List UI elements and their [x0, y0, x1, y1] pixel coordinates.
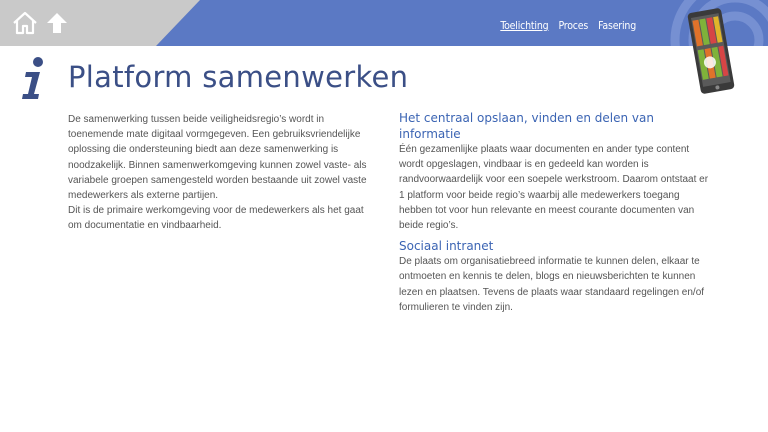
- intro-column: [68, 112, 368, 234]
- details-column: [399, 110, 709, 315]
- home-icon: [12, 10, 38, 36]
- nav-link-fasering[interactable]: Fasering: [598, 20, 636, 32]
- page-title: Platform samenwerken: [68, 60, 409, 94]
- header-grey-wedge: [0, 0, 768, 46]
- up-button[interactable]: [44, 10, 70, 36]
- intro-paragraph: De samenwerking tussen beide veiligheidsregio’s wordt in toenemende mate digitaal vormgegeven. Een gebruiksvriendelijke oplossing die ondersteuning biedt aan deze samenwerking is noodzakelijk. Binnen samenwerkomgeving kunnen zowel vaste- als variabele groepen samengesteld worden bestaande uit zowel vaste medewerkers als externe partijen.: [68, 114, 367, 202]
- info-icon: [20, 56, 50, 102]
- section-text-central-storage: Één gezamenlijke plaats waar documenten en ander type content wordt opgeslagen, vindbaar is en gedeeld kan worden is randvoorwaardelijk voor een soepele werkstroom. Daarom ontstaat er 1 platform voor beide regio’s waarbij alle medewerkers toegang hebben tot voor hun relevante en meest courante documenten van beide regio’s.: [399, 144, 709, 232]
- nav-link-toelichting[interactable]: Toelichting: [500, 20, 549, 32]
- tablet-folders-illustration: [686, 6, 736, 96]
- arrow-up-icon: [44, 10, 70, 36]
- intro-paragraph-2: Dit is de primaire werkomgeving voor de medewerkers als het gaat om documentatie en vindbaarheid.: [68, 205, 364, 232]
- section-heading-central-storage: Het centraal opslaan, vinden en delen van informatie: [399, 111, 654, 141]
- top-nav: [500, 20, 636, 32]
- header-bar: [0, 0, 768, 46]
- home-button[interactable]: [12, 10, 38, 36]
- section-text-social-intranet: De plaats om organisatiebreed informatie te kunnen delen, elkaar te ontmoeten en kennis te delen, blogs en nieuwsberichten te kunnen lezen en plaatsen. Tevens de plaats waar standaard regelingen en/of formulieren te vinden zijn.: [399, 256, 705, 313]
- nav-link-proces[interactable]: Proces: [558, 20, 589, 32]
- section-heading-social-intranet: Sociaal intranet: [399, 239, 494, 254]
